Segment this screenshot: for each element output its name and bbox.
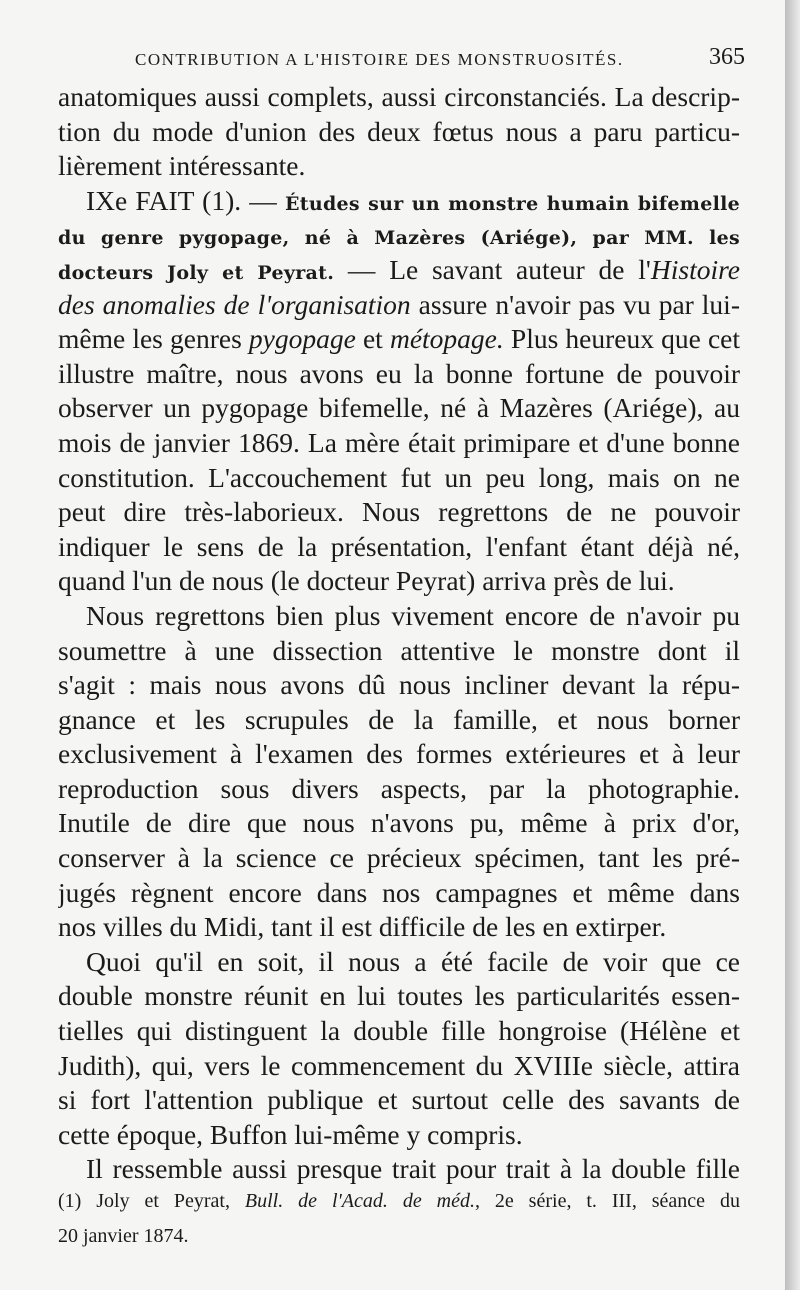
footnote <box>58 1186 740 1255</box>
text-line: exclusivement à l'examen des formes extérieures et à leur <box>58 738 740 770</box>
text-line: peut dire très-laborieux. Nous regrettons de ne pouvoir <box>58 496 740 528</box>
fait-title-bold: Études sur un monstre humain bifemelle <box>284 192 740 215</box>
text-line <box>58 253 740 288</box>
text-line: Quoi qu'il en soit, il nous a été facile de voir que ce <box>86 945 740 977</box>
text-line <box>58 322 740 357</box>
text-line: indiquer le sens de la présentation, l'enfant étant déjà né, <box>58 530 740 562</box>
italic-run: pygopage <box>248 323 356 355</box>
fait-title-bold: docteurs Joly et Peyrat. <box>58 261 335 284</box>
text-line: Il ressemble aussi presque trait pour trait à la double fille <box>86 1153 740 1185</box>
fait-title-bold: du genre pygopage, né à Mazères (Ariége), par MM. les <box>58 227 740 250</box>
text-run: assure n'avoir pas vu par lui- <box>410 288 740 320</box>
italic-run: métopage. <box>389 323 504 355</box>
text-line: jugés règnent encore dans nos campagnes et même dans <box>58 876 740 908</box>
text-line: observer un pygopage bifemelle, né à Mazères (Ariége), au <box>58 392 740 424</box>
text-line <box>58 288 740 323</box>
page-edge-shadow <box>785 0 800 1290</box>
text-run: — Le savant auteur de l' <box>334 253 651 285</box>
footnote-line: 20 janvier 1874. <box>58 1224 189 1247</box>
italic-run: Histoire <box>650 253 740 285</box>
text-line: tion du mode d'union des deux fœtus nous a paru particu- <box>58 115 740 147</box>
text-line: lièrement intéressante. <box>58 150 306 182</box>
running-title: CONTRIBUTION A L'HISTOIRE DES MONSTRUOSITÉS. <box>135 50 624 69</box>
text-line: Judith), qui, vers le commencement du XVIIIe siècle, attira <box>58 1049 740 1081</box>
text-line: constitution. L'accouchement fut un peu long, mais on ne <box>58 461 740 493</box>
fait-label: IXe FAIT (1). — <box>86 184 277 216</box>
text-line: Inutile de dire que nous n'avons pu, même à prix d'or, <box>58 807 740 839</box>
text-line: soumettre à une dissection attentive le monstre dont il <box>58 634 740 666</box>
text-run: même les genres <box>58 323 249 355</box>
text-line: gnance et les scrupules de la famille, et nous borner <box>58 703 740 735</box>
text-line: mois de janvier 1869. La mère était primipare et d'une bonne <box>58 426 740 458</box>
text-line: cette époque, Buffon lui-même y compris. <box>58 1118 523 1150</box>
italic-run: Bull. de l'Acad. de méd. <box>244 1190 475 1212</box>
text-line: tielles qui distinguent la double fille hongroise (Hélène et <box>58 1015 740 1047</box>
text-run: (1) Joly et Peyrat, <box>58 1190 245 1212</box>
text-line: nos villes du Midi, tant il est difficile de les en extirper. <box>58 911 667 943</box>
text-run: Plus heureux que cet <box>503 323 740 355</box>
text-line: si fort l'attention publique et surtout celle des savants de <box>58 1084 740 1116</box>
text-line: reproduction sous divers aspects, par la photographie. <box>58 772 740 804</box>
text-line: conserver à la science ce précieux spécimen, tant les pré- <box>58 842 740 874</box>
fait-heading-line <box>58 184 740 219</box>
text-line: double monstre réunit en lui toutes les particularités essen- <box>58 980 740 1012</box>
footnote-line <box>58 1186 740 1221</box>
text-run: et <box>355 323 390 355</box>
text-line: Nous regrettons bien plus vivement encore de n'avoir pu <box>86 599 740 631</box>
fait-title-line <box>58 218 740 253</box>
text-line: quand l'un de nous (le docteur Peyrat) arriva près de lui. <box>58 565 675 597</box>
body-text <box>58 80 740 1187</box>
text-line: anatomiques aussi complets, aussi circonstanciés. La descrip- <box>58 81 740 112</box>
text-line: illustre maître, nous avons eu la bonne fortune de pouvoir <box>58 357 740 389</box>
text-run: , 2e série, t. III, séance du <box>474 1190 740 1212</box>
page-number: 365 <box>709 44 745 70</box>
italic-run: des anomalies de l'organisation <box>58 288 411 320</box>
running-header <box>135 44 745 74</box>
text-line: s'agit : mais nous avons dû nous incliner devant la répu- <box>58 669 740 701</box>
